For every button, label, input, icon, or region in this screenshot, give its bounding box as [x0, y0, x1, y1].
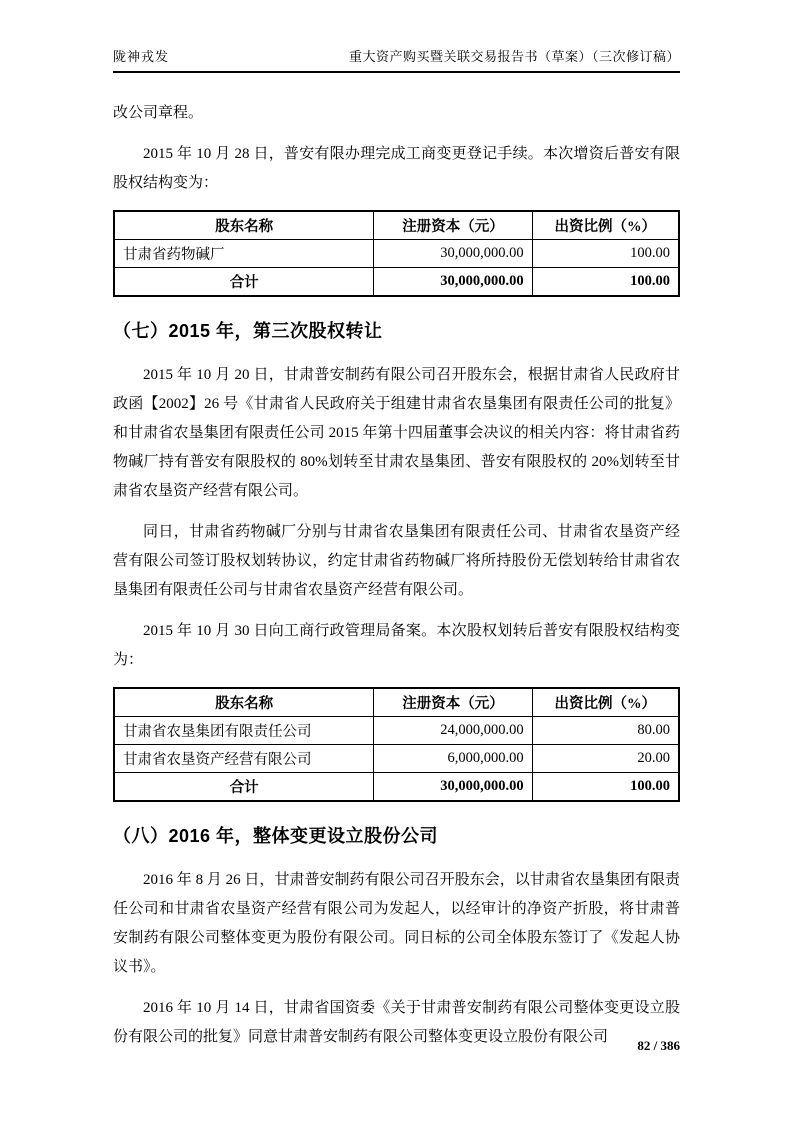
table-total-row — [114, 773, 679, 802]
total-label-cell: 合计 — [114, 773, 374, 802]
table-header-row — [114, 211, 679, 240]
ratio-cell: 80.00 — [532, 717, 679, 745]
page-header — [113, 46, 680, 73]
paragraph-filing-intro: 2015 年 10 月 30 日向工商行政管理局备案。本次股权划转后普安有限股权结构变为： — [113, 623, 680, 668]
equity-structure-table-1 — [113, 210, 680, 297]
equity-structure-table-2 — [113, 687, 680, 802]
paragraph-sasac-approval: 2016 年 10 月 14 日，甘肃省国资委《关于甘肃普安制药有限公司整体变更设立股份有限公司的批复》同意甘肃普安制药有限公司整体变更设立股份有限公司 — [113, 1000, 680, 1045]
column-header-contribution-ratio: 出资比例（%） — [532, 688, 679, 717]
table-row — [114, 745, 679, 773]
paragraph-transfer-agreement: 同日，甘肃省药物碱厂分别与甘肃省农垦集团有限责任公司、甘肃省农垦资产经营有限公司签订股权划转协议，约定甘肃省药物碱厂将所持股份无偿划转给甘肃省农垦集团有限责任公司与甘肃省农垦资产经营有限公司。 — [113, 524, 680, 598]
shareholder-name-cell: 甘肃省药物碱厂 — [114, 240, 374, 268]
paragraph-conversion-resolution: 2016 年 8 月 26 日，甘肃普安制药有限公司召开股东会，以甘肃省农垦集团有限责任公司和甘肃省农垦资产经营有限公司为发起人，以经审计的净资产折股，将甘肃普安制药有限公司整体变更为股份有限公司。同日标的公司全体股东签订了《发起人协议书》。 — [113, 872, 680, 975]
total-label-cell: 合计 — [114, 268, 374, 297]
section-heading-7: （七）2015 年，第三次股权转让 — [113, 321, 383, 341]
paragraph-transfer-resolution: 2015 年 10 月 20 日，甘肃普安制药有限公司召开股东会，根据甘肃省人民政府甘政函【2002】26 号《甘肃省人民政府关于组建甘肃省农垦集团有限责任公司的批复》和甘肃省农垦集团有限责任公司 2015 年第十四届董事会决议的相关内容：将甘肃省药物碱厂持有普安有限股权的 80%划转至甘肃农垦集团、普安有限股权的 20%划转至甘肃省农垦资产经营有限公司。 — [113, 367, 680, 499]
registered-capital-cell: 30,000,000.00 — [374, 240, 532, 268]
column-header-shareholder: 股东名称 — [114, 211, 374, 240]
ratio-cell: 20.00 — [532, 745, 679, 773]
column-header-registered-capital: 注册资本（元） — [374, 211, 532, 240]
column-header-registered-capital: 注册资本（元） — [374, 688, 532, 717]
total-ratio-cell: 100.00 — [532, 773, 679, 802]
table-total-row — [114, 268, 679, 297]
total-capital-cell: 30,000,000.00 — [374, 773, 532, 802]
column-header-shareholder: 股东名称 — [114, 688, 374, 717]
registered-capital-cell: 6,000,000.00 — [374, 745, 532, 773]
table-row — [114, 240, 679, 268]
ratio-cell: 100.00 — [532, 240, 679, 268]
table-header-row — [114, 688, 679, 717]
document-body — [113, 99, 680, 1052]
header-document-title: 重大资产购买暨关联交易报告书（草案）（三次修订稿） — [348, 49, 680, 64]
table-row — [114, 717, 679, 745]
total-ratio-cell: 100.00 — [532, 268, 679, 297]
column-header-contribution-ratio: 出资比例（%） — [532, 211, 679, 240]
registered-capital-cell: 24,000,000.00 — [374, 717, 532, 745]
total-capital-cell: 30,000,000.00 — [374, 268, 532, 297]
page-number: 82 / 386 — [637, 1038, 680, 1053]
paragraph-capital-change-intro: 2015 年 10 月 28 日，普安有限办理完成工商变更登记手续。本次增资后普安有限股权结构变为： — [113, 146, 680, 191]
shareholder-name-cell: 甘肃省农垦集团有限责任公司 — [114, 717, 374, 745]
paragraph-continuation: 改公司章程。 — [113, 105, 204, 121]
shareholder-name-cell: 甘肃省农垦资产经营有限公司 — [114, 745, 374, 773]
header-company-name: 陇神戎发 — [113, 49, 170, 64]
section-heading-8: （八）2016 年，整体变更设立股份公司 — [113, 826, 439, 846]
